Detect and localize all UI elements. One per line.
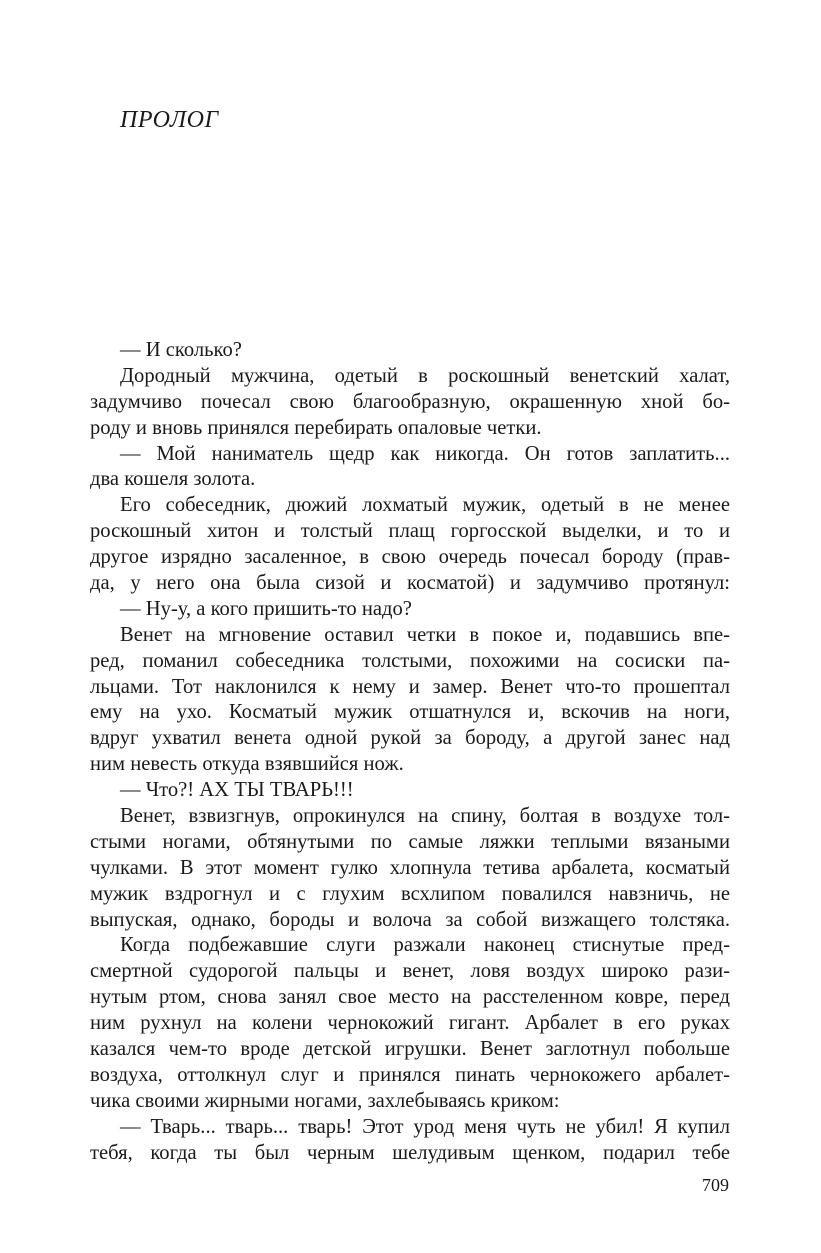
- text-line: льцами. Тот наклонился к нему и замер. Венет что-то прошептал: [90, 675, 730, 698]
- text-line: Когда подбежавшие слуги разжали наконец стиснутые пред-: [120, 934, 730, 957]
- text-line: стыми ногами, обтянутыми по самые ляжки теплыми вязаными: [90, 830, 730, 853]
- text-line: — И сколько?: [120, 339, 242, 361]
- text-line: два кошеля золота.: [90, 468, 256, 491]
- text-line: — Что?! АХ ТЫ ТВАРЬ!!!: [120, 779, 354, 802]
- chapter-title: ПРОЛОГ: [120, 107, 219, 133]
- text-line: — Мой наниматель щедр как никогда. Он готов заплатить...: [120, 442, 730, 465]
- text-line: смертной судорогой пальцы и венет, ловя воздух широко рази-: [90, 960, 730, 983]
- text-line: нутым ртом, снова занял свое место на расстеленном ковре, перед: [90, 986, 730, 1009]
- text-line: ним невесть откуда взявшийся нож.: [90, 753, 404, 776]
- text-line: чика своими жирными ногами, захлебываясь криком:: [90, 1089, 560, 1112]
- body-text: [90, 338, 730, 1167]
- text-line: Его собеседник, дюжий лохматый мужик, одетый в не менее: [120, 494, 730, 517]
- text-line: казался чем-то вроде детской игрушки. Венет заглотнул побольше: [90, 1038, 730, 1061]
- text-line: воздуха, оттолкнул слуг и принялся пинать чернокожего арбалет-: [90, 1063, 730, 1086]
- text-line: вдруг ухватил венета одной рукой за бороду, а другой занес над: [90, 727, 730, 750]
- text-line: задумчиво почесал свою благообразную, окрашенную хной бо-: [90, 390, 730, 413]
- text-line: роскошный хитон и толстый плащ горгосской выделки, и то и: [90, 520, 730, 543]
- text-line: ред, поманил собеседника толстыми, похожими на сосиски па-: [90, 649, 730, 672]
- text-line: другое изрядно засаленное, в свою очередь почесал бороду (прав-: [90, 546, 730, 569]
- text-line: мужик вздрогнул и с глухим всхлипом повалился навзничь, не: [90, 882, 730, 905]
- text-line: да, у него она была сизой и косматой) и задумчиво протянул:: [90, 572, 730, 595]
- text-line: Венет на мгновение оставил четки в покое и, подавшись впе-: [120, 623, 730, 646]
- text-line: ним рухнул на колени чернокожий гигант. Арбалет в его руках: [90, 1012, 730, 1035]
- text-line: ему на ухо. Косматый мужик отшатнулся и, вскочив на ноги,: [90, 701, 730, 724]
- text-line: тебя, когда ты был черным шелудивым щенком, подарил тебе: [90, 1141, 730, 1164]
- text-line: Дородный мужчина, одетый в роскошный венетский халат,: [120, 364, 730, 387]
- text-line: чулками. В этот момент гулко хлопнула тетива арбалета, косматый: [90, 856, 730, 879]
- text-line: выпуская, однако, бороды и волоча за собой визжащего толстяка.: [90, 908, 730, 931]
- text-line: Венет, взвизгнув, опрокинулся на спину, болтая в воздухе тол-: [120, 805, 730, 828]
- text-line: роду и вновь принялся перебирать опаловые четки.: [90, 416, 542, 439]
- text-line: — Тварь... тварь... тварь! Этот урод меня чуть не убил! Я купил: [120, 1115, 730, 1138]
- page-number: 709: [702, 1175, 729, 1195]
- text-line: — Ну-у, а кого пришить-то надо?: [120, 597, 412, 620]
